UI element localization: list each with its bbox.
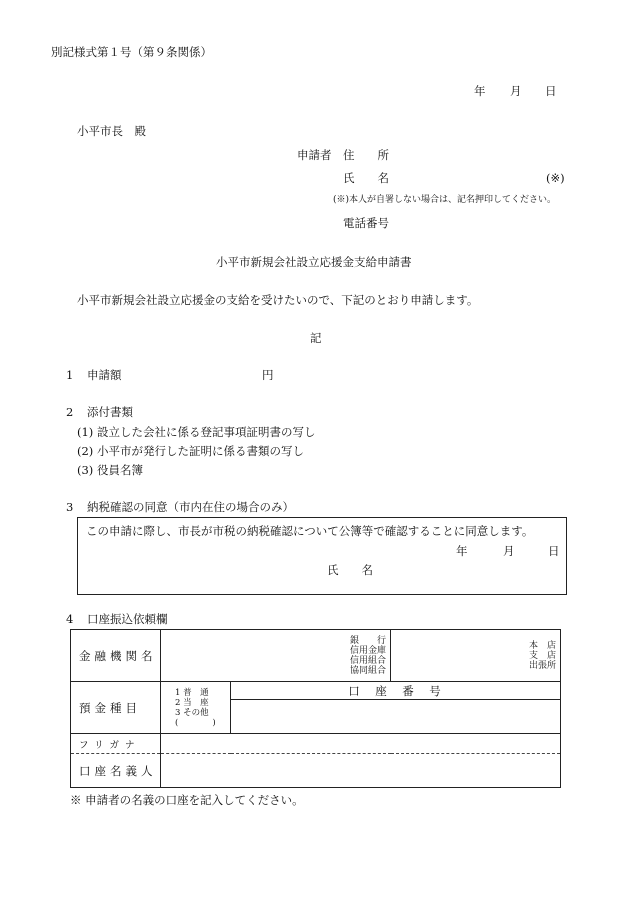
furigana-input[interactable] [161, 734, 561, 754]
intro-text: 小平市新規会社設立応援金の支給を受けたいので、下記のとおり申請します。 [77, 293, 479, 307]
deposit-option[interactable]: 2 当 座 [175, 697, 209, 708]
signature-note: (※)本人が自署しない場合は、記名押印してください。 [333, 195, 557, 205]
document-title: 小平市新規会社設立応援金支給申請書 [216, 255, 412, 269]
addressee: 小平市長 殿 [77, 124, 146, 138]
section3-number: 3 [66, 500, 74, 514]
deposit-option[interactable]: 1 普 通 [175, 687, 209, 698]
section4-number: 4 [66, 612, 74, 626]
footnote: ※ 申請者の名義の口座を記入してください。 [70, 793, 304, 807]
consent-day[interactable]: 日 [548, 544, 560, 558]
section1-label: 申請額 [87, 368, 122, 382]
section3-label: 納税確認の同意（市内在住の場合のみ） [87, 500, 294, 514]
section1-number: 1 [66, 368, 74, 382]
bank-type: 信用組合 [350, 655, 387, 666]
date-day[interactable]: 日 [545, 84, 557, 98]
bank-transfer-table [70, 629, 561, 788]
account-holder-label: 口座名義人 [71, 754, 161, 788]
deposit-type-label: 預金種目 [71, 682, 161, 734]
applicant-label: 申請者 [297, 148, 332, 162]
deposit-type-options[interactable] [161, 682, 231, 734]
furigana-label: フリガナ [71, 734, 161, 754]
date-year[interactable]: 年 [474, 84, 486, 98]
ki-heading: 記 [310, 331, 322, 345]
branch-type: 本 店 [529, 640, 557, 651]
consent-text: この申請に際し、市長が市税の納税確認について公簿等で確認することに同意します。 [86, 524, 534, 538]
bank-type: 銀 行 [350, 635, 387, 646]
section2-number: 2 [66, 405, 74, 419]
consent-name-label[interactable]: 氏 名 [327, 563, 373, 577]
phone-label[interactable]: 電話番号 [343, 216, 389, 230]
account-number-label: 口 座 番 号 [231, 682, 561, 700]
account-holder-input[interactable] [161, 754, 561, 788]
consent-box [77, 517, 567, 595]
deposit-option-other[interactable]: ( ) [175, 717, 216, 728]
bank-type: 信用金庫 [350, 645, 387, 656]
attachment-item: (2) 小平市が発行した証明に係る書類の写し [77, 444, 304, 458]
section4-label: 口座振込依頼欄 [87, 612, 168, 626]
bank-name-label: 金融機関名 [71, 630, 161, 682]
seal-mark: (※) [546, 171, 565, 185]
deposit-option[interactable]: 3 その他 [175, 707, 209, 718]
bank-name-cell[interactable] [161, 630, 391, 682]
form-id: 別記様式第１号（第９条関係） [51, 45, 212, 59]
consent-year[interactable]: 年 [456, 544, 468, 558]
branch-type: 出張所 [529, 660, 557, 671]
branch-type: 支 店 [529, 650, 557, 661]
attachment-item: (1) 設立した会社に係る登記事項証明書の写し [77, 425, 316, 439]
attachment-item: (3) 役員名簿 [77, 463, 143, 477]
account-number-input[interactable] [231, 700, 561, 734]
bank-type: 協同組合 [350, 665, 387, 676]
date-month[interactable]: 月 [510, 84, 522, 98]
branch-name-cell[interactable] [391, 630, 561, 682]
yen-unit: 円 [262, 368, 274, 382]
name-label[interactable]: 氏 名 [343, 171, 389, 185]
section2-label: 添付書類 [87, 405, 133, 419]
consent-month[interactable]: 月 [503, 544, 515, 558]
address-label[interactable]: 住 所 [343, 148, 389, 162]
